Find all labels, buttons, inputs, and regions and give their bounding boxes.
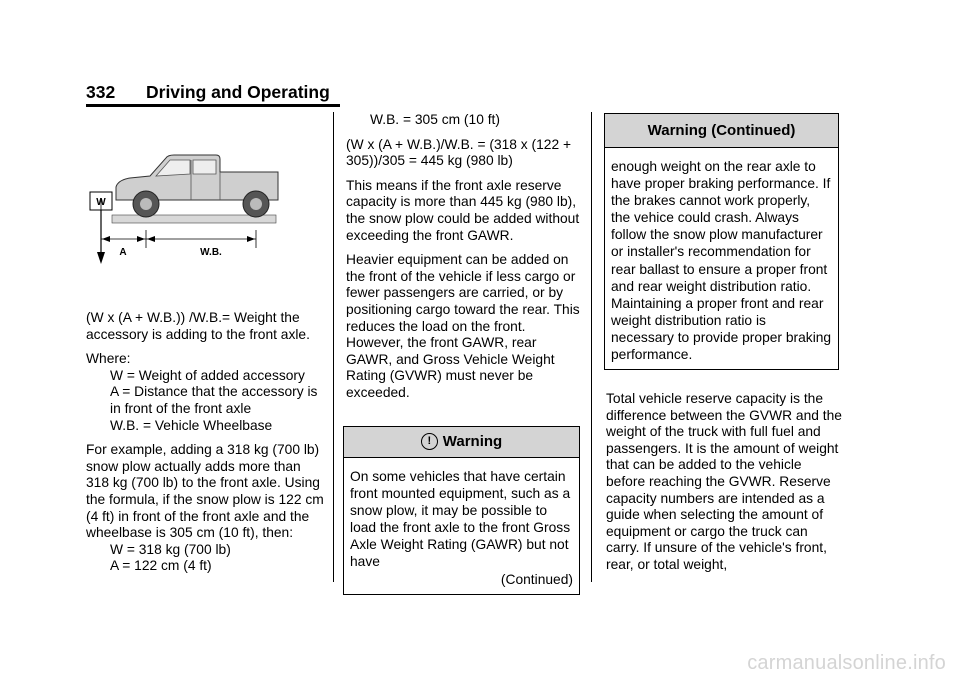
column-divider [591, 112, 592, 582]
warning-continued-box [604, 113, 839, 370]
column-divider [333, 112, 334, 582]
example-wb: W.B. = 305 cm (10 ft) [370, 112, 500, 127]
formula-text: (W x (A + W.B.)) /W.B.= Weight the accessory is adding to the front axle. [86, 310, 310, 342]
warning-header [344, 427, 579, 458]
diagram-label-wb: W.B. [200, 247, 222, 258]
column-1 [86, 310, 326, 575]
diagram-label-w: W [96, 197, 106, 208]
header-rule [86, 104, 340, 107]
diagram-label-a: A [119, 247, 127, 258]
example-w: W = 318 kg (700 lb) [110, 541, 231, 557]
example-paragraph: For example, adding a 318 kg (700 lb) snow plow actually adds more than 318 kg (700 lb) to the front axle. Using the formula, if the snow plow is 122 cm (4 ft) in front of the front axle and the wheelbase is 305 cm (10 ft), then: [86, 442, 324, 541]
warning-continued-title: Warning (Continued) [605, 114, 838, 148]
column-2 [346, 112, 581, 410]
warning-icon: ! [421, 433, 438, 450]
warning-continued-text: enough weight on the rear axle to have proper braking performance. If the brakes cannot work properly, the vehice could crash. Always follow the snow plow manufacturer or installer's recommendation for rear ballast to ensure a proper front and rear weight distribution ratio. Maintaining a proper front and rear weight distribution ratio is necessary to provide proper braking performance. [611, 159, 832, 363]
definition-w: W = Weight of added accessory [110, 367, 305, 383]
heavier-equipment-paragraph: Heavier equipment can be added on the front of the vehicle if less cargo or fewer passengers are carried, or by positioning cargo toward the rear. This reduces the load on the front. However, the front GAWR, rear GAWR, and Gross Vehicle Weight Rating (GVWR) must never be exceeded. [346, 252, 580, 400]
continued-label: (Continued) [500, 571, 573, 587]
reserve-paragraph: This means if the front axle reserve capacity is more than 445 kg (980 lb), the snow plow could be added without exceeding the front GAWR. [346, 177, 580, 243]
warning-body [344, 458, 579, 594]
page-number: 332 [86, 82, 116, 102]
definition-wb: W.B. = Vehicle Wheelbase [110, 417, 273, 433]
page-header [86, 82, 330, 103]
warning-text: On some vehicles that have certain front mounted equipment, such as a snow plow, it may be possible to load the front axle to the front Gross Axle Weight Rating (GAWR) but not have [350, 469, 571, 570]
column-3 [606, 391, 842, 582]
reserve-capacity-paragraph: Total vehicle reserve capacity is the difference between the GVWR and the weight of the truck with full fuel and passengers. It is the amount of weight that can be added to the vehicle before reaching the GVWR. Reserve capacity numbers are intended as a guide when selecting the amount of equipment or cargo the truck can carry. If unsure of the vehicle's front, rear, or total weight, [606, 391, 842, 572]
section-title: Driving and Operating [146, 82, 330, 102]
calculation-text: (W x (A + W.B.)/W.B. = (318 x (122 + 305))/305 = 445 kg (980 lb) [346, 136, 572, 169]
warning-box [343, 426, 580, 595]
definition-a: A = Distance that the accessory is in front of the front axle [110, 384, 318, 416]
footer-watermark: carmanualsonline.info [747, 652, 946, 674]
truck-illustration [86, 140, 336, 275]
example-a: A = 122 cm (4 ft) [110, 558, 212, 574]
truck-weight-diagram [86, 140, 336, 275]
where-label: Where: [86, 351, 131, 367]
warning-title: Warning [442, 433, 503, 450]
